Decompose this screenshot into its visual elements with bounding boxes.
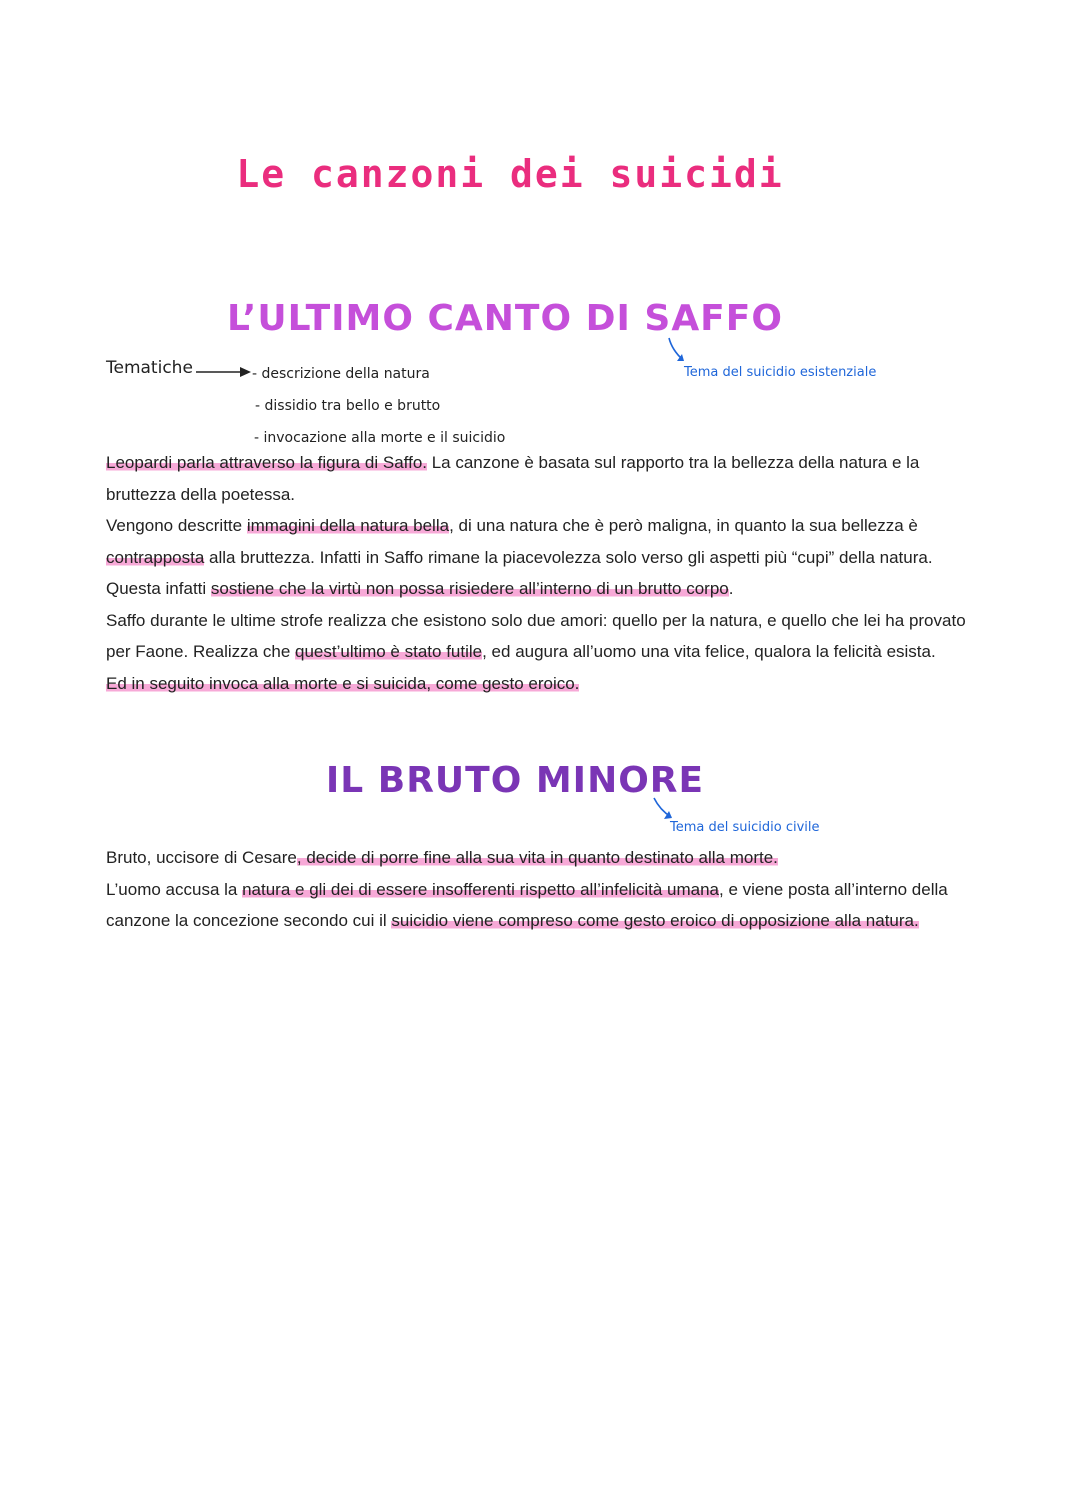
saffo-theme-note: Tema del suicidio esistenziale <box>684 365 877 380</box>
themes-list <box>252 364 505 460</box>
highlighted-text: contrapposta <box>106 547 205 567</box>
highlighted-text: suicidio viene compreso come gesto eroico di opposizione alla natura. <box>391 911 919 930</box>
bruto-heading: IL BRUTO MINORE <box>325 760 705 801</box>
highlighted-text: natura e gli dei di essere insofferenti rispetto all’infelicità umana <box>242 879 719 899</box>
text-run: Vengono descritte <box>106 516 247 535</box>
theme-item: - invocazione alla morte e il suicidio <box>254 430 506 446</box>
page-title: Le canzoni dei suicidi <box>236 152 784 196</box>
saffo-paragraph <box>106 447 986 699</box>
text-run: L’uomo accusa la <box>106 879 243 899</box>
text-run: Questa infatti <box>106 579 211 598</box>
highlighted-text: quest’ultimo è stato futile <box>295 642 483 661</box>
text-run: La canzone è basata sul rapporto tra la bellezza della natura e la bruttezza della poetessa. <box>106 453 920 504</box>
highlighted-text: Leopardi parla attraverso la figura di Saffo. <box>106 453 427 472</box>
arrow-icon <box>652 796 676 822</box>
highlighted-text: Ed in seguito invoca alla morte e si suicida, come gesto eroico. <box>106 673 580 693</box>
text-run: , e viene posta all’interno della canzone la concezione secondo cui il <box>106 879 948 930</box>
themes-label: Tematiche <box>106 358 193 378</box>
highlighted-text: immagini della natura bella <box>246 516 450 535</box>
text-run: . <box>728 579 734 598</box>
text-run: , ed augura all’uomo una vita felice, qualora la felicità esista. <box>482 642 936 661</box>
text-run: alla bruttezza. Infatti in Saffo rimane la piacevolezza solo verso gli aspetti più “cupi” della natura. <box>204 547 933 567</box>
theme-item: - descrizione della natura <box>252 366 430 382</box>
highlighted-text: , decide di porre fine alla sua vita in quanto destinato alla morte. <box>296 848 778 867</box>
arrow-icon <box>666 336 688 366</box>
highlighted-text: sostiene che la virtù non possa risiedere all’interno di un brutto corpo <box>210 579 729 598</box>
bruto-paragraph <box>106 842 986 937</box>
arrow-right-icon <box>196 366 252 378</box>
theme-item: - dissidio tra bello e brutto <box>255 398 441 414</box>
saffo-heading: L’ULTIMO CANTO DI SAFFO <box>227 298 783 339</box>
text-run: , di una natura che è però maligna, in quanto la sua bellezza è <box>449 516 918 535</box>
text-run: Bruto, uccisore di Cesare <box>106 848 297 867</box>
bruto-theme-note: Tema del suicidio civile <box>670 820 820 835</box>
text-run: Saffo durante le ultime strofe realizza che esistono solo due amori: quello per la natura, e quello che lei ha provato per Faone. Realizza che <box>106 610 966 661</box>
